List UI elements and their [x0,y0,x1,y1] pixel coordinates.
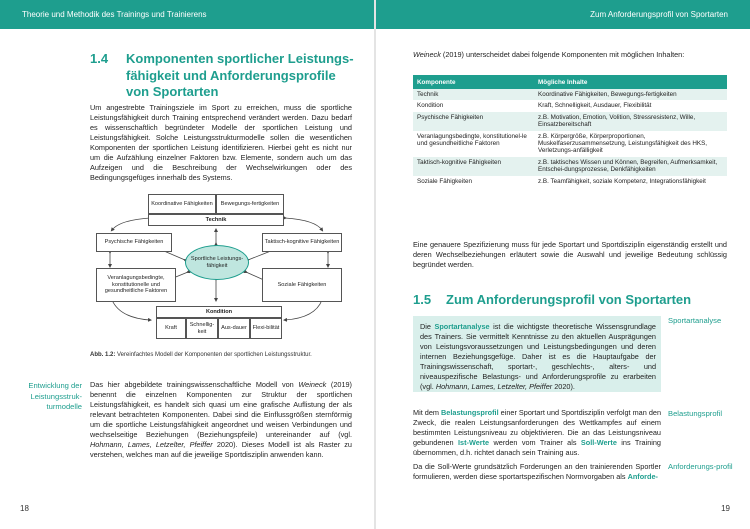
paragraph-belastungsprofil [413,408,661,458]
paragraph-model-description [90,380,352,460]
table-cell-component: Technik [413,89,534,100]
margin-note-anforderungsprofil: Anforderungs-profil [668,462,733,471]
figure-caption [90,352,352,358]
table-header-inhalte: Mögliche Inhalte [534,75,727,89]
right-intro [413,50,691,60]
term-ist-werte: Ist-Werte [458,438,490,447]
running-head-right: Zum Anforderungsprofil von Sportarten [376,0,750,29]
diagram-center-ellipse: Sportliche Leistungs-fähigkeit [185,245,249,280]
table-cell-component: Kondition [413,100,534,111]
performance-structure-diagram [90,190,350,350]
margin-note-belastungsprofil: Belastungsprofil [668,409,723,418]
term-anforderungsprofil: Anforde- [627,472,658,481]
diagram-box-taktisch: Taktisch-kognitive Fähigkeiten [262,233,342,252]
table-cell-contents: Kraft, Schnelligkeit, Ausdauer, Flexibilität [534,100,727,111]
diagram-box-soziale: Soziale Fähigkeiten [262,268,342,302]
table-row [413,157,727,176]
last-text-1: Da die Soll-Werte grundsätzlich Forderungen an den trainierenden Sportler formulieren, werden diese sportartspezifischen Normvorgaben als [413,462,661,481]
table-row [413,176,727,187]
caption-label: Abb. 1.2: [90,352,116,358]
margin-note-sportartanalyse: Sportartanalyse [668,316,722,325]
section-number-1-5: 1.5 [413,292,432,307]
bel-text-1: Mit dem [413,408,442,417]
box-text-3: 2020). [552,382,575,391]
box-authors: Hohmann, Lames, Letzelter, Pfeiffer [435,382,553,391]
term-sportartanalyse: Sportartanalyse [434,322,490,331]
table-cell-component: Veranlagungsbedingte, konstitutionel-le und gesundheitliche Faktoren [413,131,534,157]
diagram-box-koordinative: Koordinative Fähigkeiten [148,194,216,214]
para2-text-1: Das hier abgebildete trainingswissenschaftliche Modell von [90,380,299,389]
table-cell-contents: z.B. taktisches Wissen und Können, Begreifen, Aufmerksamkeit, Entschei-dungsprozesse, Denkfähigkeiten [534,157,727,176]
bel-text-2: einer Sportart und Sportdisziplin verfolgt man den Zweck, die realen Leistungsanforderungen des Wettkampfes auf einem bestimmten Leistungsniveau zu objektivieren. Die an das Leistungsniveau gebundenen [413,408,661,447]
caption-text: Vereinfachtes Modell der Komponenten der sportlichen Leistungsstruktur. [117,352,312,358]
left-page [0,0,374,529]
diagram-box-psychische: Psychische Fähigkeiten [96,233,172,252]
section-number: 1.4 [90,51,109,66]
diagram-box-veranlagung: Veranlagungsbedingte, konstitutionelle und gesundheitliche Faktoren [96,268,176,302]
table-cell-contents: z.B. Teamfähigkeit, soziale Kompetenz, Integrationsfähigkeit [534,176,727,187]
table-row [413,112,727,131]
author-weineck: Weineck [298,380,327,389]
term-belastungsprofil: Belastungsprofil [441,408,499,417]
table-cell-component: Taktisch-kognitive Fähigkeiten [413,157,534,176]
diagram-label-kondition: Kondition [156,306,282,318]
intro-author: Weineck [413,50,441,59]
running-head-left: Theorie und Methodik des Trainings und Trainierens [0,0,374,29]
after-table-paragraph: Eine genauere Spezifizierung muss für jede Sportart und Sportdisziplin eigenständig erstellt und deren Wechselbeziehungen erläutert sowie die Auswahl und jeweilige Bedeutung schlüssig begründet werden. [413,240,727,269]
table-cell-contents: z.B. Körpergröße, Körperproportionen, Muskelfaserzusammensetzung, Leistungsfähigkeit des HKS, Verletzungs-anfälligkeit [534,131,727,157]
box-text-1: Die [420,322,435,331]
bel-text-4: ins Training übernommen, d.h. richtet danach sein Training aus. [413,438,661,457]
page-number-right: 19 [721,504,730,513]
diagram-box-schnelligkeit: Schnellig-keit [186,318,218,339]
authors-hohmann: Hohmann, Lames, Letzelter, Pfeiffer [90,440,213,449]
margin-note-entwicklung: Entwicklung der Leistungsstruk-turmodelle [28,381,82,411]
table-cell-component: Psychische Fähigkeiten [413,112,534,131]
components-table [413,75,727,187]
box-text-2: ist die wichtigste theoretische Wissensgrundlage des Trainers. Sie vermittelt Kenntnisse zu den aktuellen Ausprägungen von Leistungsvoraussetzungen und Leistungsbedingungen und deren internen Beziehungsgefüge. Daher ist es die Hauptaufgabe der Trainingswissenschaft, sportart-, geschlechts-, alters- und niveauspezifische Belastungs- und Anforderungsprofile zu erarbeiten (vgl. [420,322,656,391]
table-cell-contents: z.B. Motivation, Emotion, Volition, Stressresistenz, Wille, Einsatzbereitschaft [534,112,727,131]
term-soll-werte: Soll-Werte [580,438,617,447]
table-header-row [413,75,727,89]
diagram-box-bewegungsfertigkeiten: Bewegungs-fertigkeiten [216,194,284,214]
table-header-komponente: Komponente [413,75,534,89]
table-row [413,89,727,100]
diagram-box-ausdauer: Aus-dauer [218,318,250,339]
diagram-box-kraft: Kraft [156,318,186,339]
diagram-label-technik: Technik [148,214,284,226]
diagram-box-flexibilitaet: Flexi-bilität [250,318,282,339]
table-row [413,131,727,157]
page-number-left: 18 [20,504,29,513]
bel-text-3: werden vom Trainer als [489,438,581,447]
table-row [413,100,727,111]
para2-text-2: (2019) benennt die einzelnen Komponenten zur Struktur der sportlichen Leistungsfähigkeit, es handelt sich quasi um eine grafische Auflistung der als relevant betrachteten Komponenten. Dabei sind die Einflussgrößen sternförmig um die sportliche Leistungsfähigkeit angeordnet und weisen Verbindungen und wechselseitige Beziehungen (Beziehungspfeile) untereinander auf (vgl. [90,380,352,439]
table-cell-component: Soziale Fähigkeiten [413,176,534,187]
section-title: Komponenten sportlicher Leistungsfähigkeit und Anforderungsprofile von Sportarten [126,51,354,99]
table-cell-contents: Koordinative Fähigkeiten, Bewegungs-fertigkeiten [534,89,727,100]
intro-paragraph: Um angestrebte Trainingsziele im Sport zu erreichen, muss die sportliche Leistungsfähigkeit durch Training entsprechend verändert werden. Dazu bedarf es wissenschaftlich begründeter Modelle der sportlichen Leistung und Leistungsfähigkeit. Solche Leistungsstrukturmodelle sollen die wesentlichen Komponenten der sportlichen Leistung identifizieren. Hierbei geht es nicht nur um die Aufzählung einzelner Faktoren bzw. Elemente, sondern auch um das Aufzeigen und die Beschreibung der Wechselwirkungen oder des Bedingungsgefüges innerhalb des Systems. [90,103,352,182]
paragraph-anforderungsprofil [413,462,661,482]
section-title-1-5: Zum Anforderungsprofil von Sportarten [446,292,692,307]
intro-rest: (2019) unterscheidet dabei folgende Komponenten mit möglichen Inhalten: [440,50,685,59]
definition-box-text [420,322,656,392]
para2-text-3: 2020). Dieses Modell ist als Raster zu verstehen, welches man auf die jeweilige Sportdisziplin anwenden kann. [90,440,352,459]
